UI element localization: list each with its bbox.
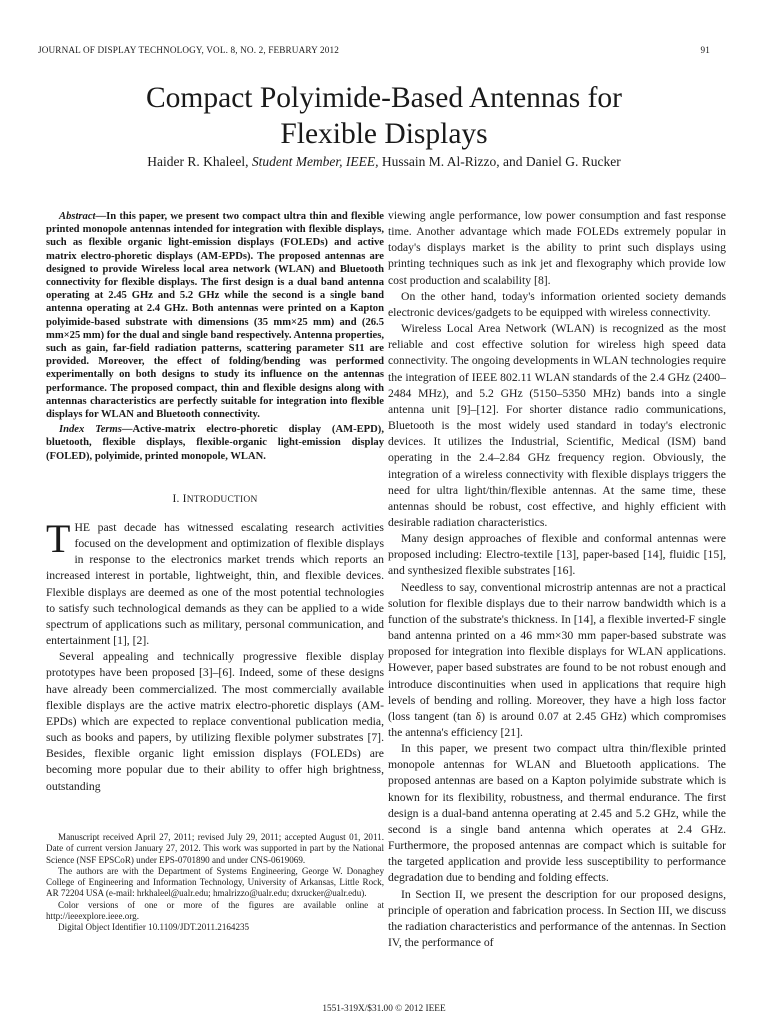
intro-paragraph-1 [46, 516, 384, 649]
author-1-role: Student Member, IEEE, [251, 154, 379, 169]
intro-p1-text: HE past decade has witnessed escalating research activities focused on the development and optimization of flexible displays in response to the electronics market trends which reports an increased interest in portable, lightweight, thin, and flexible devices. Flexible displays are deemed as one of the most potential technologies to satisfy such technological demands as they can be applied to a wide spectrum of applications such as military, personal communication, and entertainment [1], [2]. [46, 521, 384, 648]
intro-paragraph-2: Several appealing and technically progressive flexible display prototypes have been proposed [3]–[6]. Indeed, some of these designs have already been commercialized. The most commercially available flexible displays are the active matrix electro-phoretic displays (AM-EPDs) which are expected to replace conventional publication media, such as books and papers, by utilizing flexible polymer substrates [7]. Besides, flexible organic light emission displays (FOLEDs) are becoming more popular due to their ability to offer high brightness, outstanding [46, 650, 384, 793]
author-list [0, 154, 768, 170]
page-number: 91 [700, 45, 710, 55]
right-paragraph-5: Needless to say, conventional microstrip antennas are not a practical solution for flexible displays due to their narrow bandwidth which is a function of the substrate's thickness. In [14], a flexible inverted-F single band antenna printed on a 46 mm×30 mm paper-based substrate was proposed for integration into flexible displays for WLAN applications. However, paper based substrates are found to be not robust enough and introduce discontinuities when used in applications that require high levels of bending and rolling. Moreover, they have a high loss factor (loss tangent (tan δ) is around 0.07 at 2.45 GHz) which compromises the antenna's efficiency [21]. [388, 580, 726, 739]
footnote [46, 832, 384, 934]
paper-title [0, 80, 768, 152]
footnote-color: Color versions of one or more of the figures are available online at http://ieeexplore.ieee.org. [46, 899, 384, 922]
section-number: I. [172, 492, 180, 505]
right-column [388, 208, 726, 951]
index-terms-text: —Active-matrix electro-phoretic display (AM-EPD), bluetooth, flexible displays, flexible-organic light-emission display (FOLED), polyimide, printed monopole, WLAN. [46, 424, 384, 462]
left-column [46, 210, 384, 795]
title-line-1: Compact Polyimide-Based Antennas for [145, 82, 623, 114]
footnote-affiliation: The authors are with the Department of Systems Engineering, George W. Donaghey College of Engineering and Information Technology, University of Arkansas, Little Rock, AR 72204 USA (e-mail: hrkhaleel@ualr.edu; hmalrizzo@ualr.edu; dxrucker@ualr.edu). [46, 865, 384, 899]
right-paragraph-3: Wireless Local Area Network (WLAN) is recognized as the most reliable and cost effective solution for wireless high speed data connectivity. The ongoing developments in WLAN technologies require the integration of IEEE 802.11 WLAN standards of the 2.4 GHz (2400–2484 MHz), and 5.2 GHz (5150–5350 MHz) bands into a single antenna unit [9]–[12]. For shorter distance radio communications, Bluetooth is the most widely used standard in today's electronic devices. It utilizes the Industrial, Scientific, Medical (ISM) band operating in the 2.4–2.84 GHz frequency region. Obviously, the integration of a wireless connectivity with flexible displays triggers the need for ultra light/thin/flexible antennas. At the same time, these antennas should be robust, cost effective, and highly efficient with desirable radiation characteristics. [388, 322, 726, 529]
title-line-2: Flexible Displays [280, 118, 488, 150]
right-paragraph-7: In Section II, we present the description for our proposed designs, principle of operation and fabrication process. In Section III, we discuss the radiation characteristics and performance of the antennas. In Section IV, the performance of [388, 887, 726, 950]
footnote-manuscript: Manuscript received April 27, 2011; revised July 29, 2011; accepted August 01, 2011. Date of current version January 27, 2012. This work was supported in part by the National Science (NSF EPSCoR) under EPS-0701890 and under CNS-0619069. [46, 832, 384, 865]
running-header [38, 45, 710, 55]
section-title-rest: NTRODUCTION [186, 494, 258, 505]
abstract-lead: Abstract [59, 211, 96, 222]
index-terms-lead: Index Terms [59, 424, 122, 436]
drop-cap: T [46, 516, 71, 562]
right-paragraph-6: In this paper, we present two compact ultra thin/flexible printed monopole antennas for WLAN and Bluetooth applications. The proposed antennas are based on a Kapton polyimide substrate which is known for its flexibility, robustness, and thermal endurance. The first design is a dual-band antenna operating at 2.45 and 5.2 GHz, while the second is a single band antenna which operates at 2.4 GHz. Furthermore, the proposed antennas are compact which is suitable for the targeted application and provide less susceptibility to performance degradation due to bending and folding effects. [388, 742, 726, 885]
right-paragraph-2: On the other hand, today's information oriented society demands electronic devices/gadgets to be equipped with wireless connectivity. [388, 289, 726, 319]
journal-header: JOURNAL OF DISPLAY TECHNOLOGY, VOL. 8, NO. 2, FEBRUARY 2012 [38, 45, 340, 55]
other-authors: Hussain M. Al-Rizzo, and Daniel G. Rucker [381, 154, 621, 169]
section-title-first: I [182, 492, 187, 505]
footnote-doi: Digital Object Identifier 10.1109/JDT.2011.2164235 [58, 922, 250, 933]
author-1: Haider R. Khaleel, [147, 154, 249, 169]
copyright-footer: 1551-319X/$31.00 © 2012 IEEE [322, 1004, 446, 1014]
right-paragraph-1: viewing angle performance, low power consumption and fast response time. Another advantage which made FOLEDs extremely popular in today's displays market is the ability to print such displays using printing techniques such as ink jet and flexography which provide low cost production and scalability [8]. [388, 209, 726, 287]
index-terms [46, 423, 384, 463]
section-heading [46, 491, 384, 508]
right-paragraph-4: Many design approaches of flexible and conformal antennas were proposed including: Electro-textile [13], paper-based [14], fluidic [15], and synthesized flexible substrates [16]. [388, 532, 726, 578]
abstract [46, 210, 384, 421]
abstract-text: —In this paper, we present two compact ultra thin and flexible printed monopole antennas intended for integration with flexible displays, such as flexible organic light-emission displays (FOLEDs) and active matrix electro-phoretic displays (AM-EPDs). The proposed antennas are designed to provide Wireless local area network (WLAN) and Bluetooth connectivity for flexible displays. The first design is a dual band antenna operating at 2.45 GHz and 5.2 GHz while the second is a single band antenna operating at 2.4 GHz. Both antennas were printed on a Kapton polyimide-based substrate with dimensions (35 mm×25 mm) and (26.5 mm×25 mm) for the dual and single band respectively. Antenna properties, such as gain, far-field radiation patterns, scattering parameter S11 are provided. Moreover, the effect of folding/bending was performed experimentally on both designs to study its influence on the antennas performance. The proposed compact, thin and flexible designs along with antennas characteristics are perfectly suitable for integration into flexible displays for WLAN and Bluetooth connectivity. [46, 211, 384, 421]
